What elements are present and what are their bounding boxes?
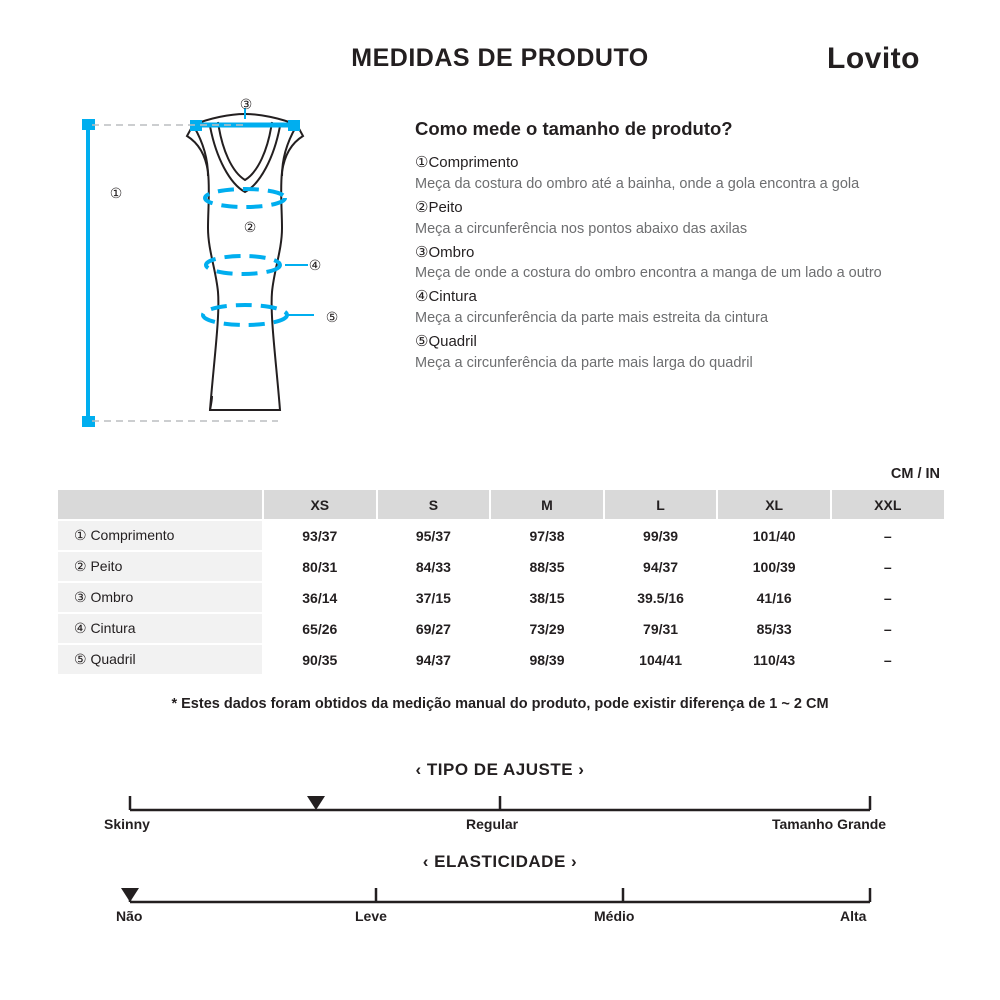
cell-ombro-xs: 36/14 [263,582,377,613]
brand-logo: Lovito [827,42,920,75]
table-row [57,520,945,551]
howto-term-3: ③Ombro [415,243,475,261]
howto-item-5 [415,331,955,374]
column-header-xl: XL [717,489,831,520]
cell-ombro-xl: 41/16 [717,582,831,613]
howto-desc-1: Meça da costura do ombro até a bainha, onde a gola encontra a gola [415,175,860,192]
howto-desc-3: Meça de onde a costura do ombro encontra a manga de um lado a outro [415,265,882,282]
cell-ombro-xxl: – [831,582,945,613]
row-label-quadril: ⑤ Quadril [57,644,263,675]
cell-ombro-l: 39.5/16 [604,582,718,613]
elasticity-label-medio: Médio [594,908,635,924]
cell-cintura-xs: 65/26 [263,613,377,644]
cell-quadril-l: 104/41 [604,644,718,675]
elasticity-label-alta: Alta [840,908,867,924]
cell-comprimento-l: 99/39 [604,520,718,551]
size-table [56,488,946,676]
fit-scale-marker [307,796,325,810]
cell-peito-l: 94/37 [604,551,718,582]
cell-cintura-xxl: – [831,613,945,644]
elasticity-scale [0,852,1000,928]
fit-scale-labels [0,816,1000,836]
fit-scale-title: ‹ TIPO DE AJUSTE › [415,760,585,779]
fit-scale [0,760,1000,836]
cell-quadril-xxl: – [831,644,945,675]
howto-term-1: ①Comprimento [415,154,519,171]
table-header-row [57,489,945,520]
page-title: MEDIDAS DE PRODUTO [351,44,649,72]
table-row [57,613,945,644]
cell-comprimento-m: 97/38 [490,520,604,551]
column-header-m: M [490,489,604,520]
howto-title: Como mede o tamanho de produto? [415,118,733,139]
table-row [57,644,945,675]
fit-label-tamanho-grande: Tamanho Grande [772,816,887,832]
elasticity-scale-svg [120,872,880,908]
howto-desc-4: Meça a circunferência da parte mais estreita da cintura [415,310,769,327]
howto-item-4 [415,286,955,329]
row-label-cintura: ④ Cintura [57,613,263,644]
cell-ombro-m: 38/15 [490,582,604,613]
dress-diagram [60,96,390,460]
fit-label-skinny: Skinny [104,816,150,832]
cell-quadril-xs: 90/35 [263,644,377,675]
row-label-peito: ② Peito [57,551,263,582]
cell-cintura-s: 69/27 [377,613,491,644]
cell-peito-xxl: – [831,551,945,582]
howto-term-5: ⑤Quadril [415,333,477,351]
elasticity-scale-marker [121,888,139,902]
howto-desc-2: Meça a circunferência nos pontos abaixo das axilas [415,220,748,237]
cell-peito-s: 84/33 [377,551,491,582]
cell-peito-xl: 100/39 [717,551,831,582]
measurement-guide-section [0,96,1000,470]
howto-item-1 [415,152,955,195]
table-corner-cell [57,489,263,520]
cell-cintura-m: 73/29 [490,613,604,644]
svg-text:③: ③ [239,96,253,112]
units-label: CM / IN [890,466,940,482]
column-header-l: L [604,489,718,520]
column-header-s: S [377,489,491,520]
elasticity-label-leve: Leve [355,908,387,924]
cell-cintura-l: 79/31 [604,613,718,644]
cell-comprimento-xs: 93/37 [263,520,377,551]
howto-item-3 [415,242,955,285]
svg-text:④: ④ [308,257,322,273]
size-table-wrap [56,488,944,676]
fit-scale-svg [120,780,880,816]
howto-item-2 [415,197,955,240]
table-row [57,551,945,582]
table-row [57,582,945,613]
row-label-ombro: ③ Ombro [57,582,263,613]
svg-text:②: ② [243,219,257,235]
cell-ombro-s: 37/15 [377,582,491,613]
howto-desc-5: Meça a circunferência da parte mais larga do quadril [415,354,753,371]
cell-peito-xs: 80/31 [263,551,377,582]
measurement-note: * Estes dados foram obtidos da medição manual do produto, pode existir diferença de 1 ~ 2 CM [171,696,829,712]
dress-diagram-svg [60,96,390,460]
cell-comprimento-xxl: – [831,520,945,551]
howto-term-4: ④Cintura [415,288,477,306]
cell-cintura-xl: 85/33 [717,613,831,644]
cell-quadril-s: 94/37 [377,644,491,675]
howto-term-2: ②Peito [415,198,463,216]
cell-comprimento-xl: 101/40 [717,520,831,551]
fit-label-regular: Regular [466,816,519,832]
column-header-xs: XS [263,489,377,520]
row-label-comprimento: ① Comprimento [57,520,263,551]
cell-quadril-xl: 110/43 [717,644,831,675]
cell-comprimento-s: 95/37 [377,520,491,551]
elasticity-scale-title: ‹ ELASTICIDADE › [422,852,578,871]
elasticity-label-nao: Não [116,908,143,924]
svg-text:⑤: ⑤ [325,309,339,325]
column-header-xxl: XXL [831,489,945,520]
header [0,0,1000,100]
cell-quadril-m: 98/39 [490,644,604,675]
elasticity-scale-labels [0,908,1000,928]
howto-block [415,118,955,376]
cell-peito-m: 88/35 [490,551,604,582]
svg-text:①: ① [109,185,123,201]
